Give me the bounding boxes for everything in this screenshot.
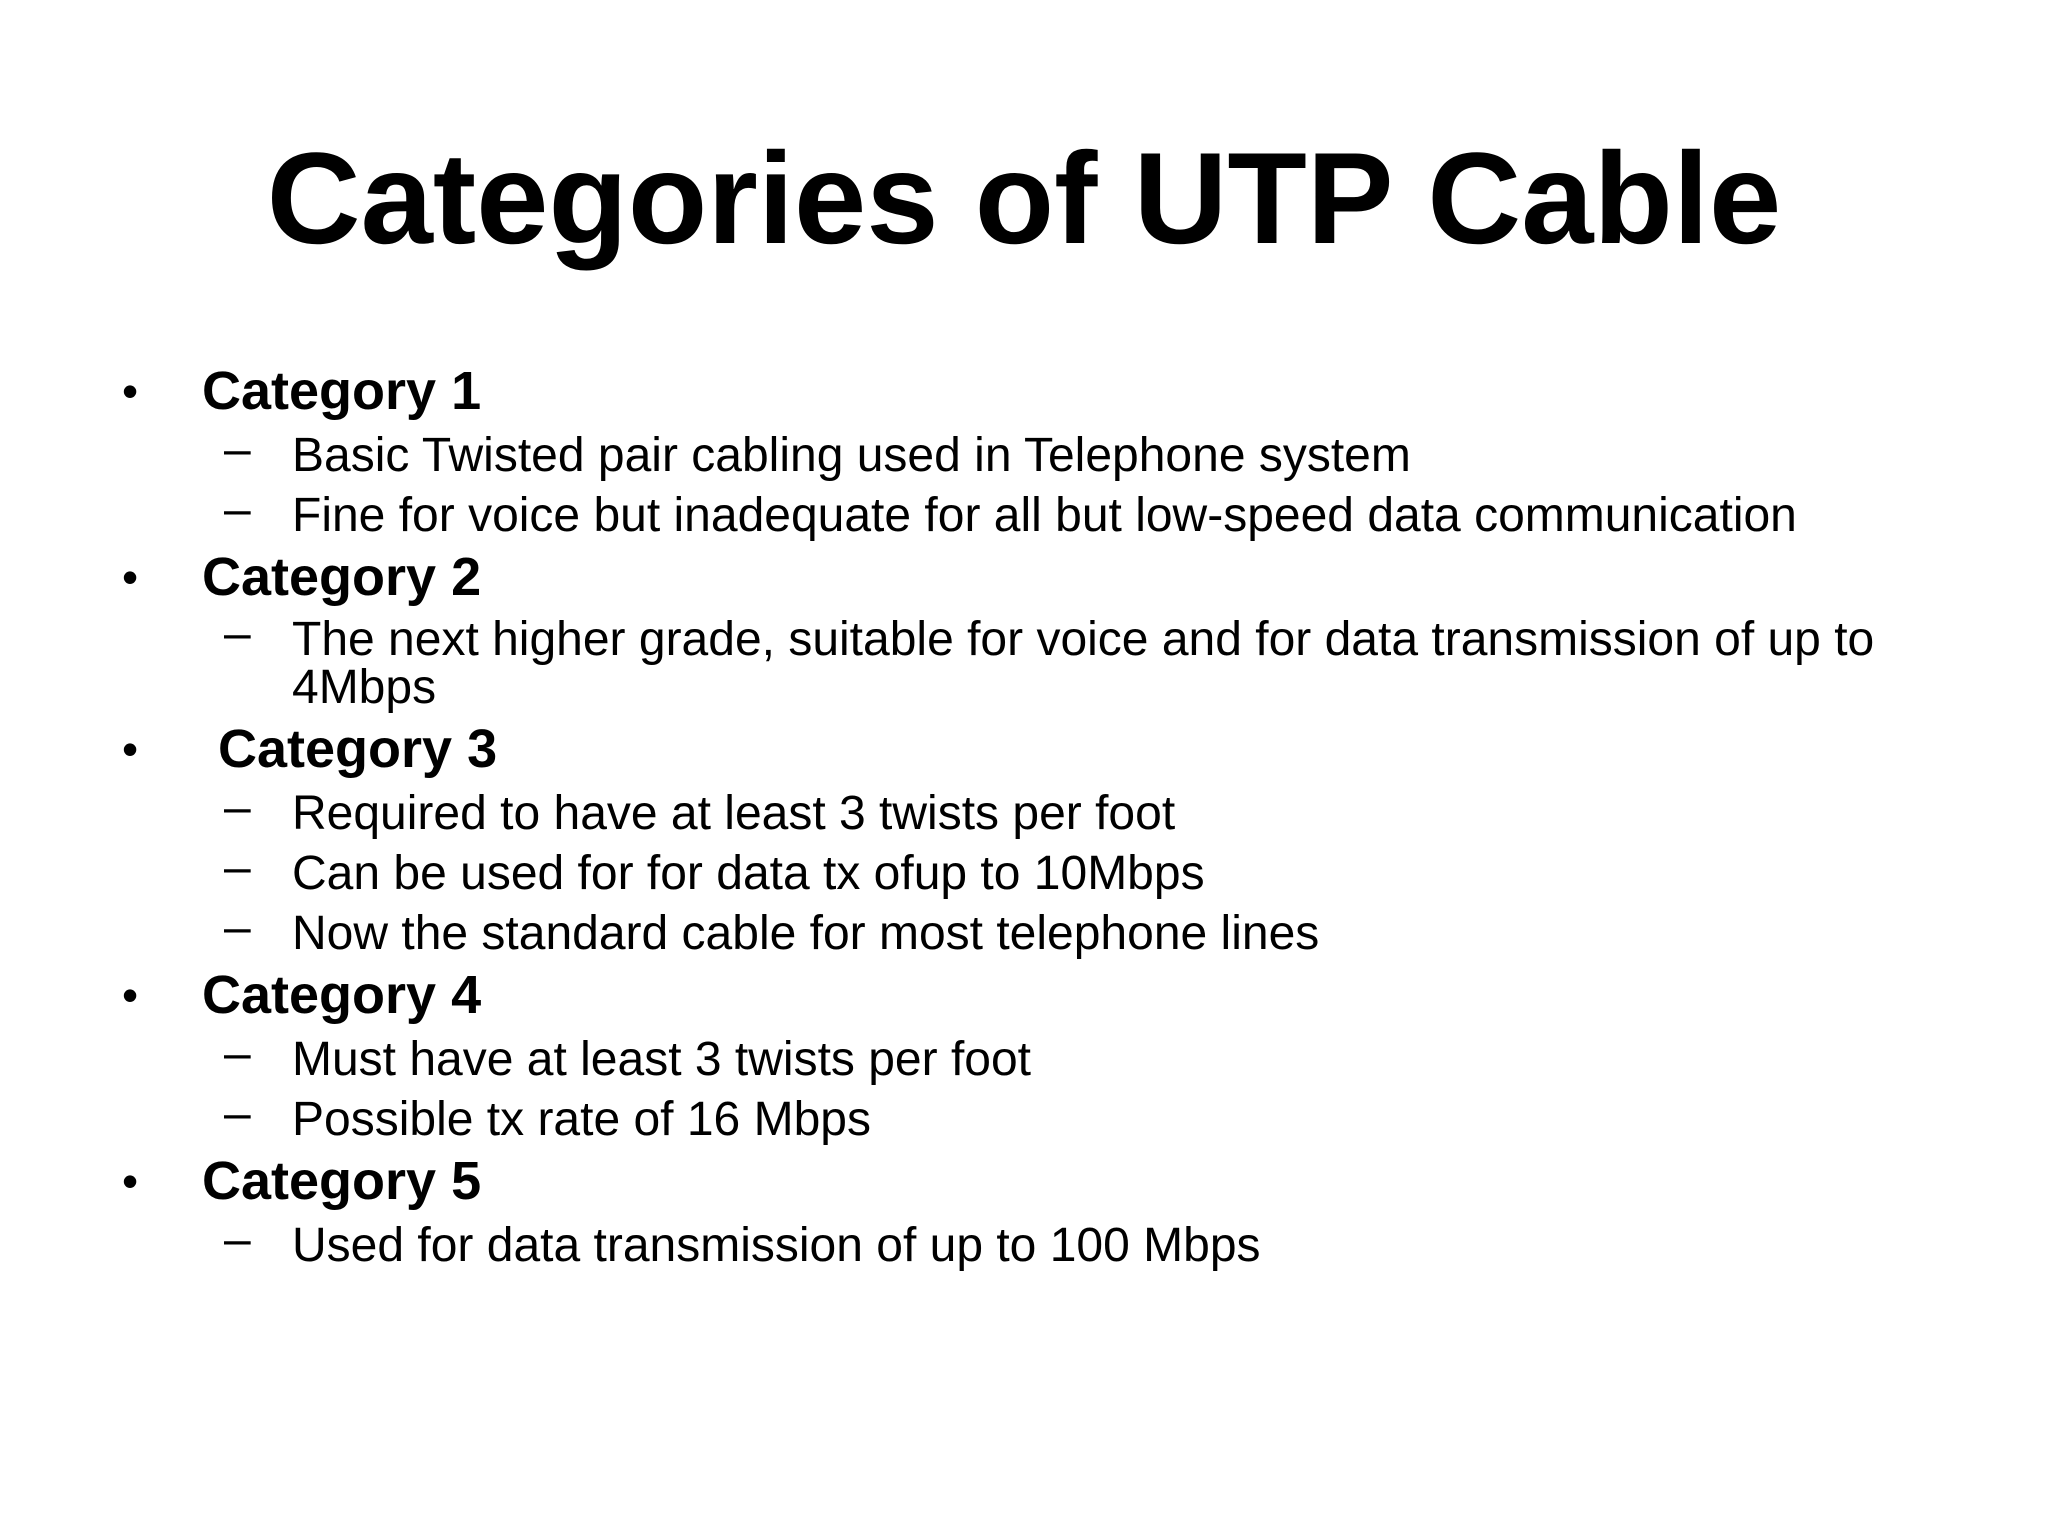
dash-icon: – — [224, 901, 251, 954]
sub-item-text: Must have at least 3 twists per foot — [292, 1033, 1032, 1086]
sub-list — [0, 607, 2048, 714]
dash-icon: – — [224, 423, 251, 476]
sub-item — [0, 607, 2048, 714]
bullet-label: Category 5 — [202, 1151, 482, 1211]
sub-item-text: Possible tx rate of 16 Mbps — [292, 1093, 871, 1146]
sub-item — [0, 781, 2048, 840]
bullet-label: Category 3 — [218, 719, 498, 779]
dash-icon: – — [224, 1027, 251, 1080]
dash-icon: – — [224, 1087, 251, 1140]
sub-item — [0, 841, 2048, 900]
bullet-icon: • — [122, 551, 139, 603]
sub-item-text: Fine for voice but inadequate for all but low-speed data communication — [292, 489, 1797, 542]
dash-icon: – — [224, 1213, 251, 1266]
sub-item-text: Now the standard cable for most telephone lines — [292, 907, 1320, 960]
bullet-label: Category 4 — [202, 965, 482, 1025]
bullet-icon: • — [122, 723, 139, 775]
sub-item — [0, 483, 2048, 542]
bullet-icon: • — [122, 365, 139, 417]
sub-item-text: Used for data transmission of up to 100 Mbps — [292, 1219, 1261, 1272]
bullet-icon: • — [122, 969, 139, 1021]
sub-item — [0, 1213, 2048, 1272]
sub-item-text: The next higher grade, suitable for voice and for data transmission of up to 4Mbps — [292, 613, 1875, 714]
dash-icon: – — [224, 841, 251, 894]
bullet-label: Category 2 — [202, 547, 482, 607]
sub-item — [0, 901, 2048, 960]
sub-item — [0, 1027, 2048, 1086]
sub-list — [0, 781, 2048, 960]
bullet-item — [0, 718, 2048, 780]
bullet-item — [0, 1150, 2048, 1212]
dash-icon: – — [224, 781, 251, 834]
bullet-item — [0, 546, 2048, 608]
slide-content — [0, 360, 2048, 1272]
sub-item — [0, 423, 2048, 482]
sub-item — [0, 1087, 2048, 1146]
bullet-icon: • — [122, 1155, 139, 1207]
bullet-item — [0, 360, 2048, 422]
dash-icon: – — [224, 607, 251, 660]
sub-list — [0, 1213, 2048, 1272]
sub-item-text: Basic Twisted pair cabling used in Telephone system — [292, 429, 1411, 482]
slide-title: Categories of UTP Cable — [266, 125, 1782, 271]
bullet-item — [0, 964, 2048, 1026]
sub-item-text: Required to have at least 3 twists per foot — [292, 787, 1176, 840]
bullet-label: Category 1 — [202, 361, 482, 421]
sub-item-text: Can be used for for data tx ofup to 10Mbps — [292, 847, 1205, 900]
dash-icon: – — [224, 483, 251, 536]
sub-list — [0, 423, 2048, 542]
sub-list — [0, 1027, 2048, 1146]
